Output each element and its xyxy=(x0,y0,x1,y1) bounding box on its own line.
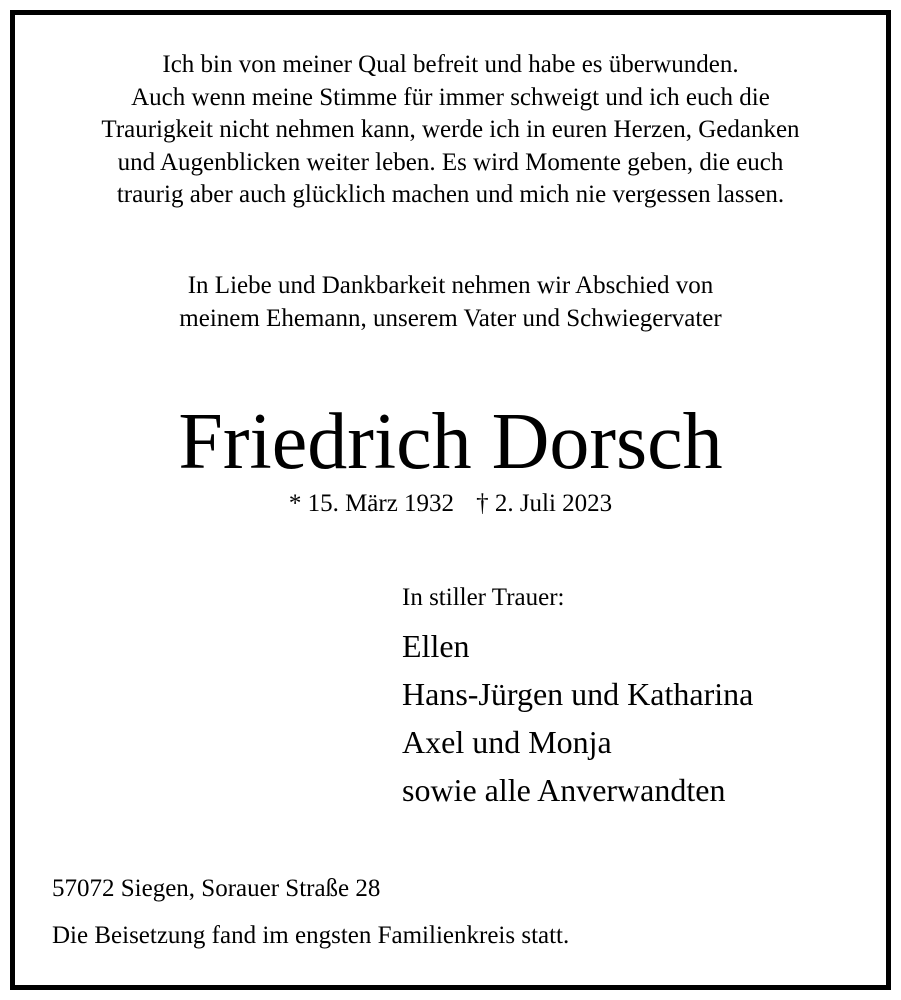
mourner-name: Ellen xyxy=(402,628,470,664)
birth-date: * 15. März 1932 xyxy=(288,490,455,517)
deceased-name: Friedrich Dorsch xyxy=(178,398,723,486)
mourner-name: sowie alle Anverwandten xyxy=(402,772,726,808)
mourners-list xyxy=(402,582,872,814)
poem-line: Auch wenn meine Stimme für immer schweigt und ich euch die xyxy=(131,83,770,111)
mourner-name: Hans-Jürgen und Katharina xyxy=(402,676,754,712)
life-dates xyxy=(0,488,901,520)
poem-line: Ich bin von meiner Qual befreit und habe es überwunden. xyxy=(162,51,739,78)
farewell-intro xyxy=(0,270,901,335)
death-date: † 2. Juli 2023 xyxy=(476,490,613,517)
intro-line: meinem Ehemann, unserem Vater und Schwiegervater xyxy=(179,304,722,332)
mourners-label: In stiller Trauer: xyxy=(402,584,565,611)
poem-line: und Augenblicken weiter leben. Es wird Momente geben, die euch xyxy=(117,148,784,176)
poem-line: Traurigkeit nicht nehmen kann, werde ich in euren Herzen, Gedanken xyxy=(101,116,800,143)
mourner-name: Axel und Monja xyxy=(402,724,612,760)
intro-line: In Liebe und Dankbarkeit nehmen wir Abschied von xyxy=(187,272,714,299)
funeral-note: Die Beisetzung fand im engsten Familienkreis statt. xyxy=(52,922,570,949)
family-address: 57072 Siegen, Sorauer Straße 28 xyxy=(52,875,381,902)
farewell-poem xyxy=(0,49,901,212)
poem-line: traurig aber auch glücklich machen und mich nie vergessen lassen. xyxy=(116,181,785,208)
